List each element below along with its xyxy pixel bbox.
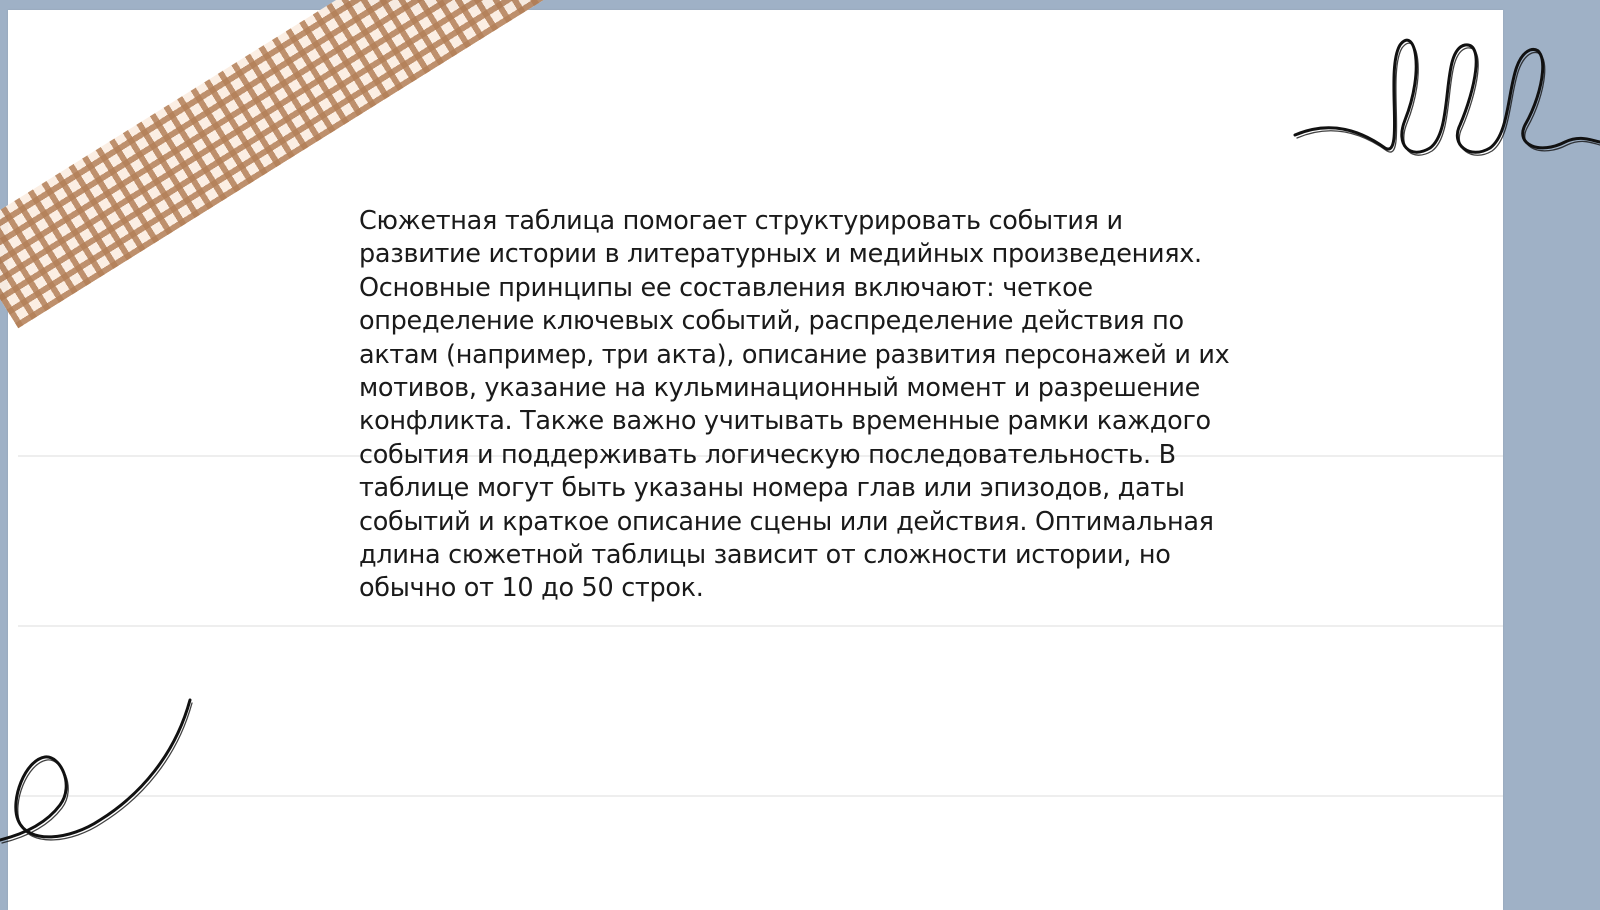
loop-squiggle-icon (1290, 30, 1600, 170)
loop-squiggle-icon (0, 695, 200, 855)
ruled-line (18, 795, 1503, 797)
ruled-line (18, 625, 1503, 627)
body-text: Сюжетная таблица помогает структурировать события и развитие истории в литературных и медийных произведениях. Основные принципы ее составления включают: четкое определение ключевых событий, распределение действия по актам (например, три акта), описание развития персонажей и их мотивов, указание на кульминационный момент и разрешение конфликта. Также важно учитывать временные рамки каждого события и поддерживать логическую последовательность. В таблице могут быть указаны номера глав или эпизодов, даты событий и краткое описание сцены или действия. Оптимальная длина сюжетной таблицы зависит от сложности истории, но обычно от 10 до 50 строк. (359, 206, 1230, 604)
